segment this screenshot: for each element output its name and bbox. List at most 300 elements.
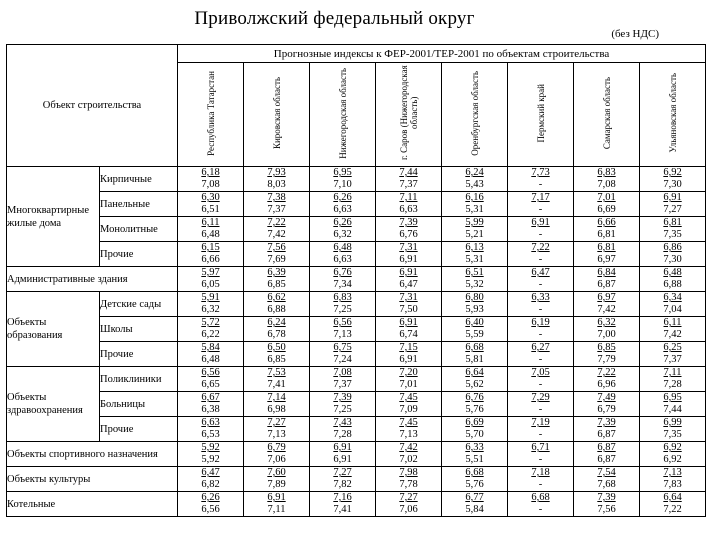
index-value-top: 5,99 (465, 217, 484, 228)
index-value-top: 6,32 (597, 317, 616, 328)
index-value-top: 7,08 (333, 367, 352, 378)
index-value-bottom: 6,38 (201, 404, 220, 415)
index-value-top: 6,50 (267, 342, 286, 353)
table-row (7, 442, 706, 467)
index-value-bottom: 5,31 (465, 204, 484, 215)
index-cell (442, 192, 508, 217)
index-cell (310, 317, 376, 342)
region-header (574, 63, 640, 167)
index-cell (442, 317, 508, 342)
index-value-bottom: 6,82 (201, 479, 220, 490)
index-value-bottom: 6,96 (597, 379, 616, 390)
index-value-top: 6,48 (333, 242, 352, 253)
index-value-top: 6,56 (201, 367, 220, 378)
index-cell (442, 167, 508, 192)
index-cell (178, 442, 244, 467)
index-cell (310, 342, 376, 367)
index-value-top: 7,60 (267, 467, 286, 478)
index-value-bottom: 7,69 (267, 254, 286, 265)
index-value-bottom: - (538, 279, 543, 290)
index-value-top: 7,54 (597, 467, 616, 478)
index-value-bottom: 7,13 (267, 429, 286, 440)
index-value-top: 6,77 (465, 492, 484, 503)
subcategory-label: Прочие (100, 417, 178, 442)
index-value-bottom: - (538, 429, 543, 440)
index-value-top: 7,16 (333, 492, 352, 503)
index-cell (574, 392, 640, 417)
index-value-top: 7,01 (597, 192, 616, 203)
index-value-bottom: 6,91 (333, 454, 352, 465)
index-value-top: 5,92 (201, 442, 220, 453)
index-value-bottom: 6,76 (399, 229, 418, 240)
index-cell (574, 192, 640, 217)
index-value-bottom: 6,78 (267, 329, 286, 340)
index-value-top: 7,13 (663, 467, 682, 478)
subcategory-label: Прочие (100, 242, 178, 267)
index-cell (442, 467, 508, 492)
index-value-top: 7,39 (333, 392, 352, 403)
subcategory-label: Прочие (100, 342, 178, 367)
index-value-top: 7,05 (531, 367, 550, 378)
corner-label: Объект строительства (7, 45, 178, 167)
index-cell (508, 492, 574, 517)
category-label: Объекты образования (7, 292, 100, 367)
index-cell (310, 442, 376, 467)
index-cell (508, 292, 574, 317)
table-row (7, 292, 706, 317)
index-cell (640, 492, 706, 517)
index-value-top: 7,17 (531, 192, 550, 203)
index-cell (178, 367, 244, 392)
index-cell (376, 417, 442, 442)
index-value-bottom: 7,10 (333, 179, 352, 190)
index-value-top: 7,45 (399, 417, 418, 428)
category-label: Многоквартирные жилые дома (7, 167, 100, 267)
index-value-top: 6,84 (597, 267, 616, 278)
table-row (7, 267, 706, 292)
index-value-top: 6,80 (465, 292, 484, 303)
index-value-bottom: 7,13 (399, 429, 418, 440)
index-value-top: 6,11 (663, 317, 682, 328)
table-row (7, 417, 706, 442)
index-value-bottom: 6,79 (597, 404, 616, 415)
index-value-bottom: - (538, 329, 543, 340)
index-cell (574, 442, 640, 467)
subcategory-label: Больницы (100, 392, 178, 417)
index-cell (640, 242, 706, 267)
index-value-bottom: 7,06 (399, 504, 418, 515)
index-value-top: 7,29 (531, 392, 550, 403)
index-value-bottom: 5,51 (465, 454, 484, 465)
index-cell (178, 392, 244, 417)
index-value-bottom: 7,08 (201, 179, 220, 190)
index-value-bottom: 6,63 (333, 204, 352, 215)
index-value-bottom: 5,81 (465, 354, 484, 365)
index-cell (442, 392, 508, 417)
index-value-bottom: 6,53 (201, 429, 220, 440)
index-cell (640, 417, 706, 442)
index-cell (442, 417, 508, 442)
index-cell (244, 492, 310, 517)
index-value-bottom: 5,59 (465, 329, 484, 340)
index-cell (574, 367, 640, 392)
region-header (442, 63, 508, 167)
table-row (7, 492, 706, 517)
index-cell (376, 467, 442, 492)
index-value-bottom: 7,68 (597, 479, 616, 490)
index-value-top: 6,33 (531, 292, 550, 303)
index-value-bottom: 7,28 (663, 379, 682, 390)
index-value-top: 7,38 (267, 192, 286, 203)
index-cell (442, 267, 508, 292)
index-value-bottom: 7,01 (399, 379, 418, 390)
index-value-bottom: 7,13 (333, 329, 352, 340)
index-value-top: 6,87 (597, 442, 616, 453)
index-value-top: 6,34 (663, 292, 682, 303)
index-value-top: 6,95 (333, 167, 352, 178)
index-cell (244, 467, 310, 492)
index-cell (574, 317, 640, 342)
index-cell (244, 417, 310, 442)
region-header (508, 63, 574, 167)
index-cell (244, 192, 310, 217)
index-cell (442, 242, 508, 267)
index-value-top: 6,11 (201, 217, 220, 228)
index-value-bottom: 5,31 (465, 254, 484, 265)
index-cell (244, 367, 310, 392)
region-label: Оренбургская область (469, 70, 480, 156)
index-value-top: 7,93 (267, 167, 286, 178)
index-value-bottom: 7,83 (663, 479, 682, 490)
subcategory-label: Монолитные (100, 217, 178, 242)
index-value-top: 7,20 (399, 367, 418, 378)
index-value-bottom: 5,92 (201, 454, 220, 465)
index-cell (508, 267, 574, 292)
index-value-top: 6,81 (663, 217, 682, 228)
subcategory-label: Кирпичные (100, 167, 178, 192)
index-cell (376, 392, 442, 417)
index-cell (310, 192, 376, 217)
index-value-bottom: 5,21 (465, 229, 484, 240)
price-index-table (6, 44, 706, 517)
table-row (7, 392, 706, 417)
index-cell (508, 442, 574, 467)
index-cell (376, 442, 442, 467)
index-cell (574, 217, 640, 242)
index-cell (178, 267, 244, 292)
index-value-top: 6,79 (267, 442, 286, 453)
index-value-top: 7,42 (399, 442, 418, 453)
index-cell (178, 492, 244, 517)
index-value-top: 6,62 (267, 292, 286, 303)
index-value-top: 6,99 (663, 417, 682, 428)
index-value-top: 6,76 (465, 392, 484, 403)
index-cell (640, 442, 706, 467)
index-cell (376, 342, 442, 367)
index-cell (508, 242, 574, 267)
index-value-bottom: - (538, 254, 543, 265)
category-label: Административные здания (7, 267, 178, 292)
index-value-bottom: 6,87 (597, 279, 616, 290)
index-value-bottom: 7,06 (267, 454, 286, 465)
index-cell (640, 217, 706, 242)
index-value-top: 6,91 (399, 317, 418, 328)
index-cell (310, 392, 376, 417)
index-cell (640, 467, 706, 492)
index-value-top: 7,31 (399, 292, 418, 303)
index-value-bottom: 7,34 (333, 279, 352, 290)
index-value-bottom: 7,89 (267, 479, 286, 490)
index-value-bottom: 7,37 (399, 179, 418, 190)
index-cell (376, 492, 442, 517)
index-value-top: 6,51 (465, 267, 484, 278)
index-value-bottom: 6,32 (333, 229, 352, 240)
index-value-bottom: 6,47 (399, 279, 418, 290)
region-header (244, 63, 310, 167)
index-cell (574, 167, 640, 192)
index-value-bottom: 7,22 (663, 504, 682, 515)
header-banner: Прогнозные индексы к ФЕР-2001/ТЕР-2001 по объектам строительства (178, 45, 706, 63)
index-value-top: 6,85 (597, 342, 616, 353)
index-value-top: 5,91 (201, 292, 220, 303)
index-value-top: 6,91 (267, 492, 286, 503)
index-value-bottom: - (538, 304, 543, 315)
index-value-bottom: 6,51 (201, 204, 220, 215)
index-cell (178, 167, 244, 192)
index-cell (310, 242, 376, 267)
index-cell (508, 317, 574, 342)
index-cell (310, 292, 376, 317)
index-cell (640, 267, 706, 292)
index-value-top: 6,56 (333, 317, 352, 328)
index-value-bottom: 6,85 (267, 279, 286, 290)
index-value-bottom: 5,32 (465, 279, 484, 290)
index-value-bottom: 7,35 (663, 429, 682, 440)
index-value-bottom: 6,48 (201, 354, 220, 365)
index-value-bottom: 7,04 (663, 304, 682, 315)
index-cell (244, 342, 310, 367)
index-cell (442, 217, 508, 242)
category-label: Объекты здравоохранения (7, 367, 100, 442)
index-cell (244, 392, 310, 417)
index-value-top: 7,22 (267, 217, 286, 228)
index-cell (178, 242, 244, 267)
index-value-bottom: 7,02 (399, 454, 418, 465)
index-value-top: 7,98 (399, 467, 418, 478)
region-label: Самарская область (601, 76, 612, 150)
index-value-top: 7,22 (531, 242, 550, 253)
index-value-top: 6,47 (531, 267, 550, 278)
index-value-bottom: 6,92 (663, 454, 682, 465)
index-value-bottom: 7,37 (333, 379, 352, 390)
index-value-top: 7,15 (399, 342, 418, 353)
index-cell (640, 292, 706, 317)
region-header (310, 63, 376, 167)
index-value-top: 6,92 (663, 442, 682, 453)
index-cell (508, 467, 574, 492)
index-value-top: 6,91 (663, 192, 682, 203)
index-cell (442, 492, 508, 517)
table-row (7, 367, 706, 392)
index-value-top: 6,13 (465, 242, 484, 253)
index-value-top: 6,68 (531, 492, 550, 503)
index-cell (376, 267, 442, 292)
index-value-bottom: 7,27 (663, 204, 682, 215)
index-value-bottom: 7,37 (663, 354, 682, 365)
index-value-top: 7,45 (399, 392, 418, 403)
index-cell (376, 192, 442, 217)
table-row (7, 217, 706, 242)
index-value-top: 7,73 (531, 167, 550, 178)
index-value-bottom: 6,05 (201, 279, 220, 290)
table-row (7, 467, 706, 492)
index-value-bottom: 6,69 (597, 204, 616, 215)
index-value-top: 5,72 (201, 317, 220, 328)
index-value-bottom: 8,03 (267, 179, 286, 190)
index-cell (574, 467, 640, 492)
index-cell (178, 342, 244, 367)
index-cell (574, 417, 640, 442)
index-value-top: 7,11 (663, 367, 682, 378)
index-value-bottom: 6,22 (201, 329, 220, 340)
index-value-top: 6,76 (333, 267, 352, 278)
table-row (7, 317, 706, 342)
index-cell (574, 292, 640, 317)
index-value-top: 6,26 (333, 192, 352, 203)
index-cell (640, 392, 706, 417)
index-value-bottom: 6,88 (663, 279, 682, 290)
index-value-top: 7,22 (597, 367, 616, 378)
index-cell (310, 492, 376, 517)
index-value-top: 6,91 (531, 217, 550, 228)
index-value-top: 6,30 (201, 192, 220, 203)
index-value-top: 6,24 (267, 317, 286, 328)
region-header (178, 63, 244, 167)
index-cell (244, 217, 310, 242)
index-cell (508, 392, 574, 417)
index-value-bottom: 5,84 (465, 504, 484, 515)
index-value-bottom: 7,30 (663, 254, 682, 265)
index-value-bottom: 7,25 (333, 304, 352, 315)
index-value-top: 6,39 (267, 267, 286, 278)
index-value-top: 6,69 (465, 417, 484, 428)
index-value-bottom: 7,08 (597, 179, 616, 190)
index-cell (574, 492, 640, 517)
index-cell (244, 242, 310, 267)
index-value-bottom: 7,41 (333, 504, 352, 515)
index-value-bottom: - (538, 354, 543, 365)
index-value-top: 6,19 (531, 317, 550, 328)
index-value-bottom: 6,66 (201, 254, 220, 265)
index-value-bottom: 7,35 (663, 229, 682, 240)
index-value-top: 6,18 (201, 167, 220, 178)
index-value-bottom: - (538, 179, 543, 190)
index-value-bottom: 7,30 (663, 179, 682, 190)
index-value-top: 6,27 (531, 342, 550, 353)
index-cell (310, 467, 376, 492)
index-value-bottom: 7,24 (333, 354, 352, 365)
region-label: Ульяновская область (667, 73, 678, 153)
index-cell (574, 267, 640, 292)
index-value-bottom: 6,48 (201, 229, 220, 240)
index-cell (178, 467, 244, 492)
table-body (7, 167, 706, 517)
index-value-bottom: 7,28 (333, 429, 352, 440)
index-value-top: 7,44 (399, 167, 418, 178)
index-value-top: 7,27 (267, 417, 286, 428)
index-value-bottom: 5,76 (465, 479, 484, 490)
index-cell (178, 317, 244, 342)
region-label: Нижегородская область (337, 67, 348, 159)
index-cell (508, 342, 574, 367)
index-cell (640, 192, 706, 217)
index-value-bottom: 7,11 (267, 504, 286, 515)
index-value-top: 6,91 (333, 442, 352, 453)
index-value-bottom: - (538, 204, 543, 215)
index-value-top: 6,15 (201, 242, 220, 253)
index-value-bottom: 6,97 (597, 254, 616, 265)
table-row (7, 242, 706, 267)
index-value-bottom: 7,09 (399, 404, 418, 415)
index-value-top: 6,24 (465, 167, 484, 178)
subcategory-label: Панельные (100, 192, 178, 217)
index-value-top: 5,84 (201, 342, 220, 353)
index-value-top: 6,68 (465, 342, 484, 353)
index-value-top: 6,71 (531, 442, 550, 453)
index-value-bottom: 6,63 (333, 254, 352, 265)
index-value-bottom: 7,42 (597, 304, 616, 315)
index-value-bottom: 6,88 (267, 304, 286, 315)
index-value-bottom: 7,37 (267, 204, 286, 215)
vat-note: (без НДС) (611, 28, 659, 40)
index-cell (178, 292, 244, 317)
index-cell (310, 267, 376, 292)
index-value-top: 6,67 (201, 392, 220, 403)
index-value-bottom: 6,87 (597, 454, 616, 465)
index-value-top: 6,75 (333, 342, 352, 353)
index-cell (376, 367, 442, 392)
index-cell (442, 292, 508, 317)
region-header (376, 63, 442, 167)
index-value-bottom: 6,65 (201, 379, 220, 390)
index-cell (310, 417, 376, 442)
index-value-top: 6,95 (663, 392, 682, 403)
region-label: г. Саров (Нижегородская область) (398, 65, 419, 161)
index-value-bottom: 6,85 (267, 354, 286, 365)
index-value-bottom: 7,00 (597, 329, 616, 340)
index-cell (508, 192, 574, 217)
index-value-top: 7,39 (597, 417, 616, 428)
index-cell (508, 417, 574, 442)
index-value-top: 6,97 (597, 292, 616, 303)
index-value-top: 6,66 (597, 217, 616, 228)
table-row (7, 167, 706, 192)
subcategory-label: Детские сады (100, 292, 178, 317)
index-value-bottom: - (538, 479, 543, 490)
index-cell (178, 417, 244, 442)
index-value-top: 6,68 (465, 467, 484, 478)
index-value-bottom: 6,32 (201, 304, 220, 315)
index-value-bottom: 6,98 (267, 404, 286, 415)
subcategory-label: Школы (100, 317, 178, 342)
index-cell (376, 317, 442, 342)
index-value-top: 7,19 (531, 417, 550, 428)
index-value-bottom: 7,42 (267, 229, 286, 240)
index-value-bottom: 6,63 (399, 204, 418, 215)
index-value-top: 7,43 (333, 417, 352, 428)
index-value-bottom: - (538, 404, 543, 415)
index-value-bottom: - (538, 379, 543, 390)
